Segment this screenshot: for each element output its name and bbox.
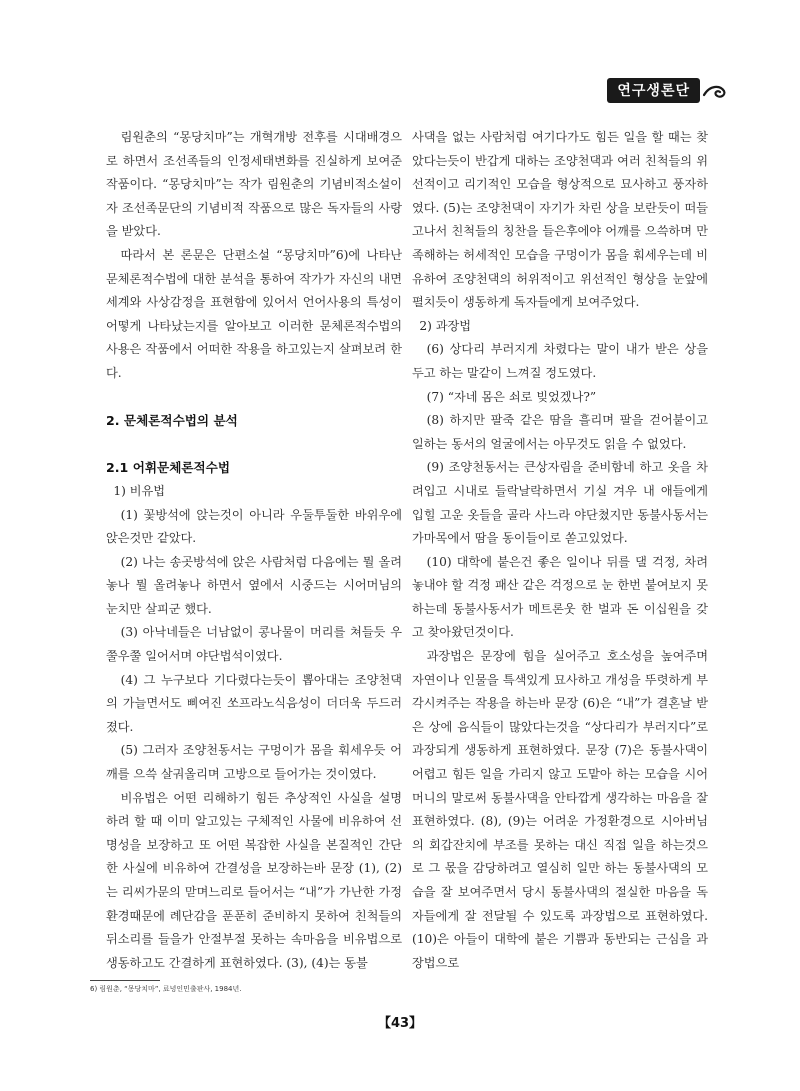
example-sentence: (5) 그러자 조양천동서는 구멍이가 몸을 훠세우듯 어깨를 으쓱 살궈올리며 고방으로 들어가는 것이였다. (106, 743, 402, 782)
right-column (412, 126, 708, 975)
example-sentence: (6) 상다리 부러지게 차렸다는 말이 내가 받은 상을 두고 하는 말같이 느껴질 정도였다. (412, 342, 708, 380)
example-sentence: (4) 그 누구보다 기다렸다는듯이 뽑아대는 조양천댁의 가늘면서도 삐여진 쏘프라노식음성이 더더욱 두드러졌다. (106, 672, 402, 734)
example-sentence: (8) 하지만 팔죽 같은 땀을 흘리며 팔을 걷어붙이고 일하는 동서의 얼굴에서는 아무것도 읽을 수 없었다. (412, 413, 708, 451)
example-sentence: (2) 나는 송곳방석에 앉은 사람처럼 다음에는 뭘 올려놓나 뭘 올려놓나 하면서 옆에서 시중드는 시어머님의 눈치만 살피군 했다. (106, 554, 402, 616)
section-logo: 연구생론단 (607, 78, 700, 103)
example-sentence: (7) “자네 몸은 쇠로 빚었겠나?” (426, 389, 597, 404)
swirl-ornament-icon (702, 81, 728, 101)
example-sentence: (10) 대학에 붙은건 좋은 일이나 뒤를 댈 걱정, 차려놓내야 할 걱정 패산 같은 걱정으로 눈 한번 붙여보지 못하는데 동불사동서가 메트론웃 한 벌과 돈 이십원을 갖고 찾아왔던것이다. (412, 554, 708, 640)
footnote: 6) 림원춘, “몽당치마”, 료녕인민출판사, 1984년. (90, 985, 242, 993)
subsection-heading: 2.1 어휘문체론적수법 (106, 460, 231, 476)
example-sentence: (9) 조양천동서는 큰상자림을 준비함네 하고 옷을 차려입고 시내로 들락날락하면서 기실 겨우 내 애들에게 입힐 고운 옷들을 골라 사느라 야단쳤지만 동불사동서는 가마목에서 땀을 동이들이로 쏟고있었다. (412, 460, 708, 546)
section-heading: 2. 문체론적수법의 분석 (106, 413, 238, 429)
example-sentence: (3) 아낙네들은 너남없이 콩나물이 머리를 쳐들듯 우쭐우쭐 일어서며 야단법석이였다. (106, 625, 402, 664)
page-number: 【43】 (377, 1016, 423, 1031)
example-sentence: (1) 꽃방석에 앉는것이 아니라 우둘투둘한 바위우에 앉은것만 같았다. (106, 507, 402, 546)
header-logo (607, 78, 728, 103)
body-paragraph: 따라서 본 론문은 단편소설 “몽당치마”6)에 나타난 문체론적수법에 대한 분석을 통하여 작가가 자신의 내면세계와 사상감정을 표현함에 있어서 언어사용의 특성이 어떻게 나타났는지를 알아보고 이러한 문체론적수법의 사용은 작품에서 어떠한 작용을 하고있는지 살펴보려 한다. (106, 247, 402, 380)
body-paragraph: 사댁을 없는 사람처럼 여기다가도 힘든 일을 할 때는 찾았다는듯이 반갑게 대하는 조양천댁과 여러 친척들의 위선적이고 리기적인 모습을 형상적으로 묘사하고 풍자하였다. (5)는 조양천댁이 자기가 차린 상을 보란듯이 떠들고나서 친척들의 칭찬을 들은후에야 어깨를 으쓱하며 만족해하는 허세적인 모습을 구멍이가 몸을 훠세우는데 비유하여 조양천댁의 허위적이고 위선적인 형상을 눈앞에 펼치듯이 생동하게 독자들에게 보여주었다. (412, 130, 708, 310)
footnote-divider (90, 980, 160, 981)
subsubsection-label: 1) 비유법 (113, 483, 166, 498)
subsubsection-label: 2) 과장법 (419, 318, 472, 333)
body-paragraph: 과장법은 문장에 힘을 실어주고 호소성을 높여주며 자연이나 인물을 특색있게 묘사하고 개성을 뚜렷하게 부각시켜주는 작용을 하는바 문장 (6)은 “내”가 결혼날 받은 상에 음식들이 많았다는것을 “상다리가 부러지다”로 과장되게 생동하게 표현하였다. 문장 (7)은 동불사댁이 어렵고 힘든 일을 가리지 않고 도맡아 하는 모습을 시어머니의 말로써 동불사댁을 안타깝게 생각하는 마음을 잘 표현하였다. (8), (9)는 어려운 가정환경으로 시아버님의 회갑잔치에 부조를 못하는 대신 직접 일을 하는것으로 그 몫을 감당하려고 열심히 일만 하는 동불사댁의 모습을 잘 보여주면서 당시 동불사댁의 절실한 마음을 독자들에게 잘 전달될 수 있도록 과장법으로 표현하였다. (10)은 아들이 대학에 붙은 기쁨과 동반되는 근심을 과장법으로 (412, 649, 708, 970)
body-paragraph: 비유법은 어떤 리해하기 힘든 추상적인 사실을 설명하려 할 때 이미 알고있는 구체적인 사물에 비유하여 선명성을 보장하고 또 어떤 복잡한 사실을 본질적인 간단한 사실에 비유하여 간결성을 보장하는바 문장 (1), (2)는 리씨가문의 맏며느리로 들어서는 “내”가 가난한 가정환경때문에 례단감을 푼푼히 준비하지 못하여 친척들의 뒤소리를 들을가 안절부절 못하는 속마음을 비유법으로 생동하고도 간결하게 표현하였다. (3), (4)는 동불 (106, 790, 402, 970)
body-paragraph: 림원춘의 “몽당치마”는 개혁개방 전후를 시대배경으로 하면서 조선족들의 인정세태변화를 진실하게 보여준 작품이다. “몽당치마”는 작가 림원춘의 기념비적소설이자 조선족문단의 기념비적 작품으로 많은 독자들의 사랑을 받았다. (106, 130, 402, 239)
left-column (106, 126, 402, 975)
